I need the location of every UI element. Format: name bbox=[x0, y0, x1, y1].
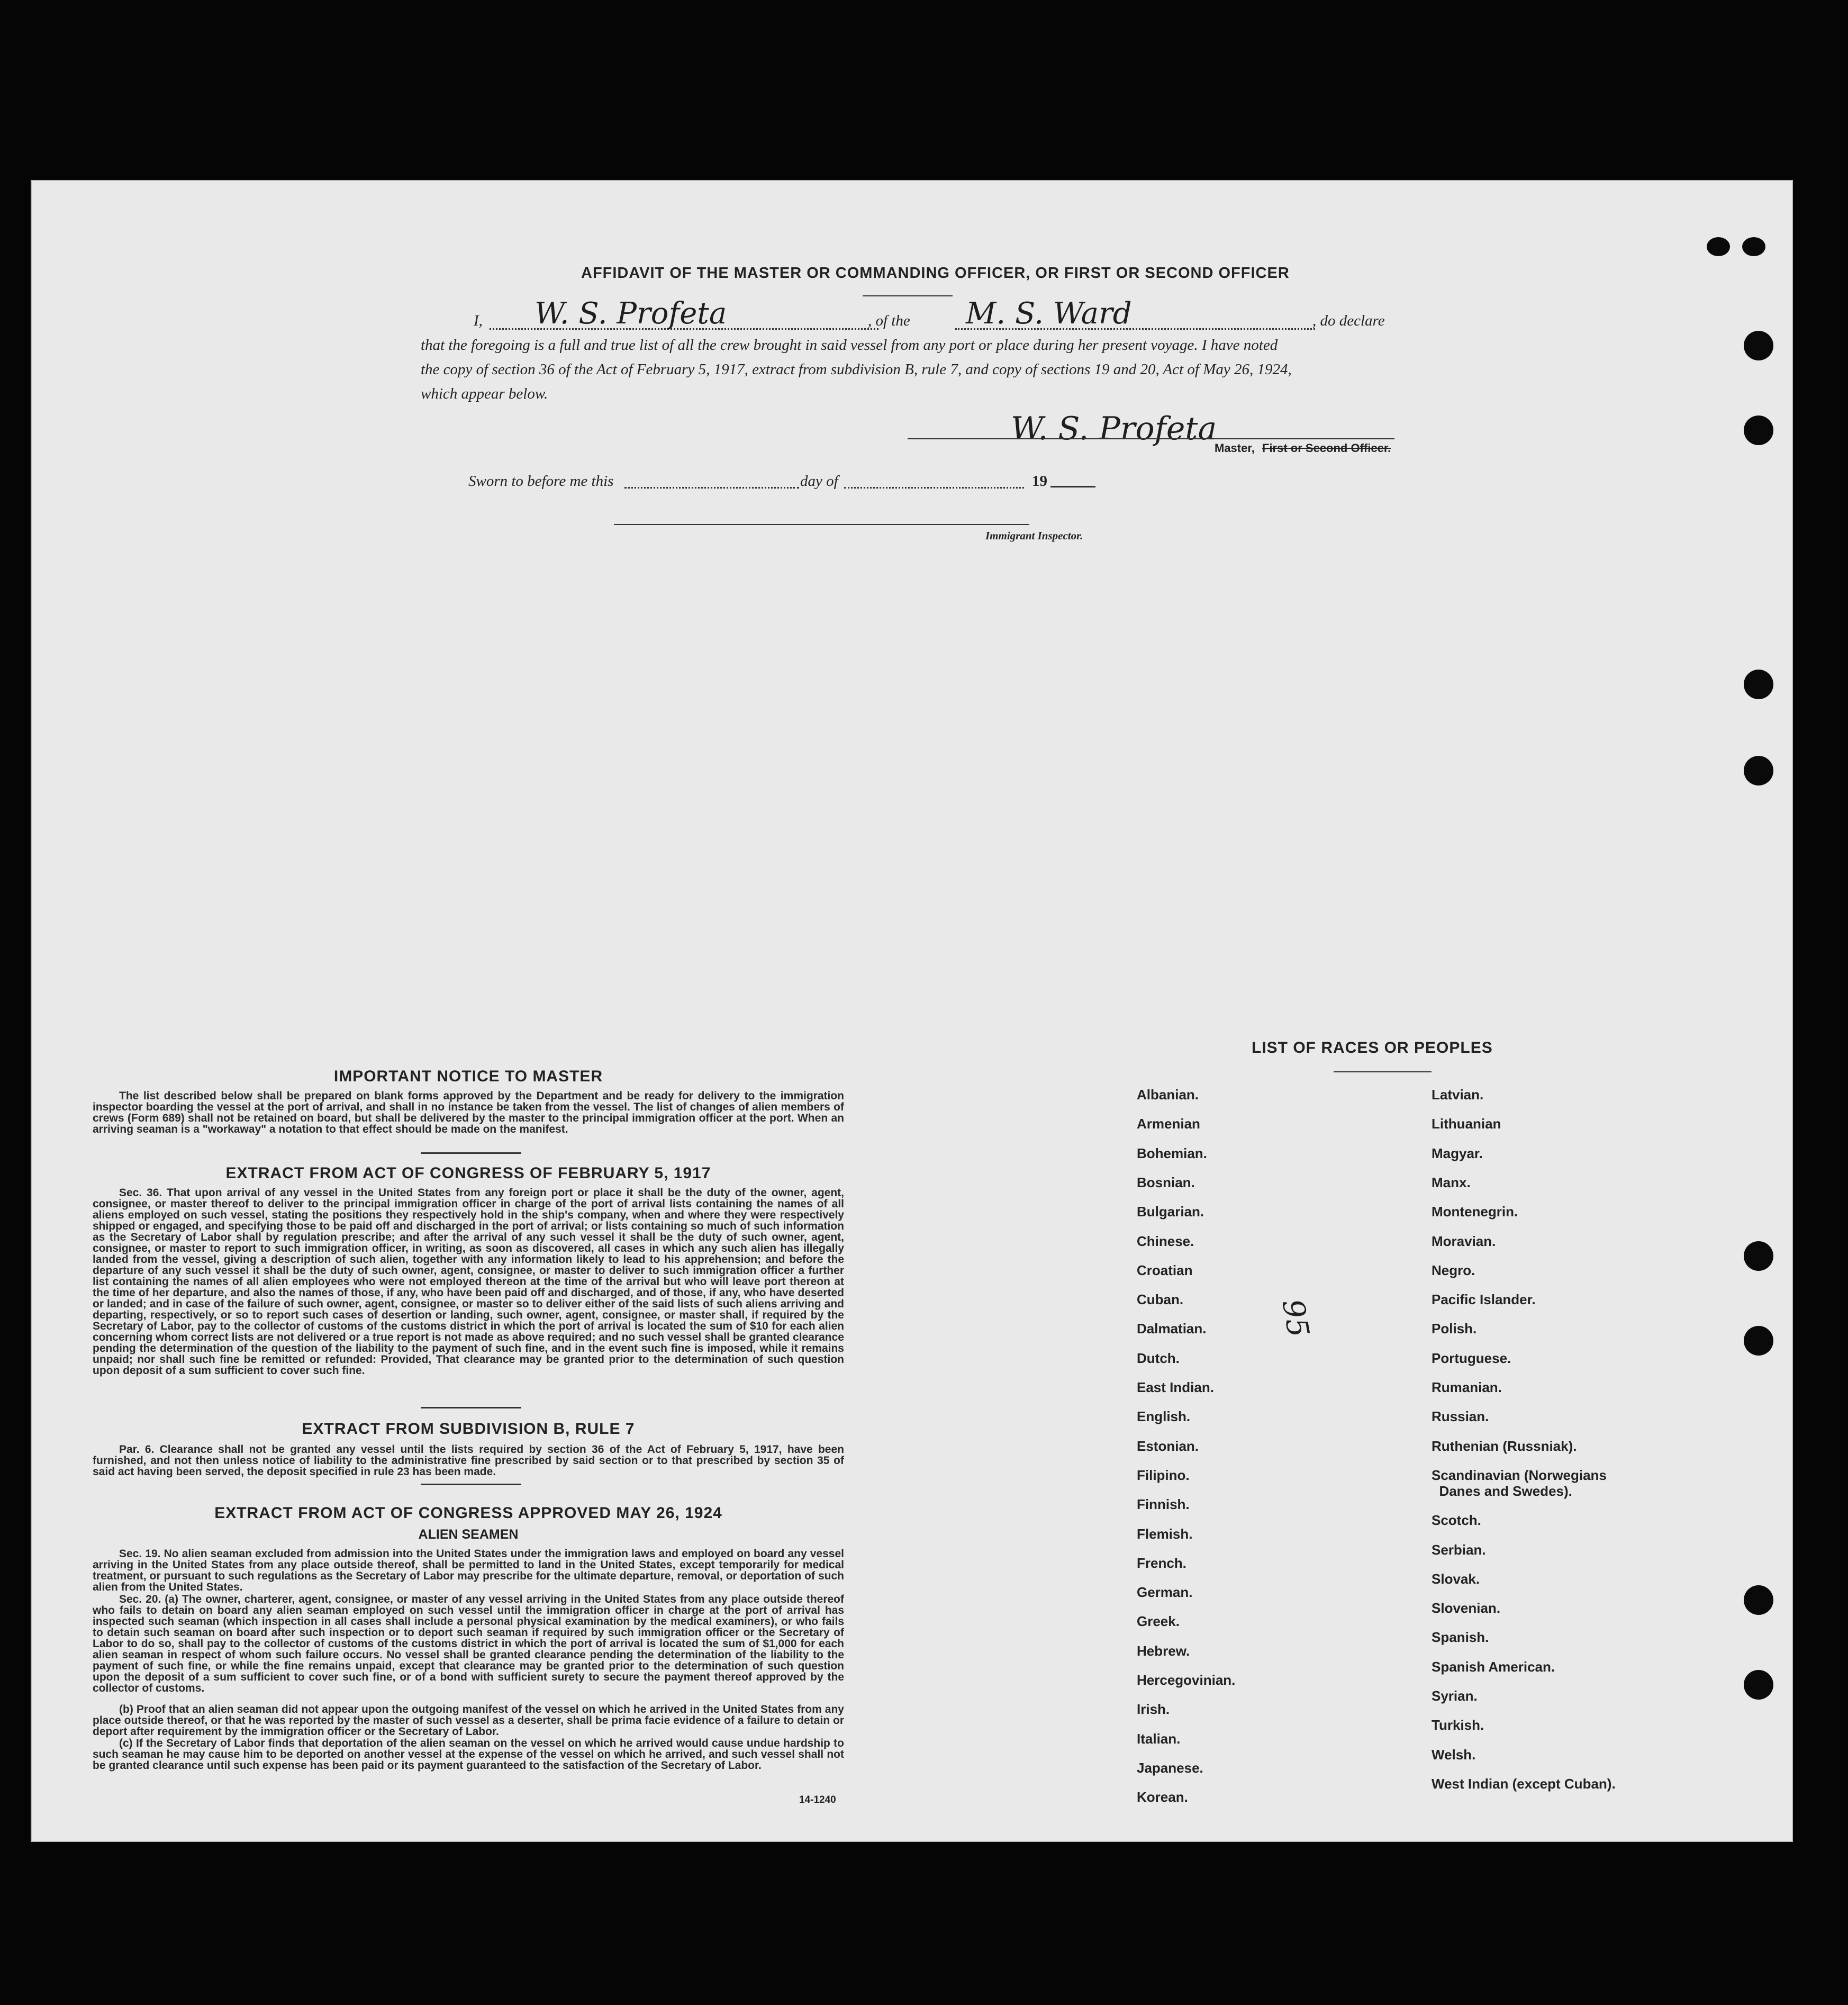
race-item: Dalmatian. bbox=[1137, 1321, 1207, 1337]
race-item: Finnish. bbox=[1137, 1496, 1190, 1513]
race-item: Lithuanian bbox=[1432, 1116, 1501, 1132]
punch-hole bbox=[1744, 1585, 1773, 1615]
race-item: Scotch. bbox=[1432, 1512, 1481, 1529]
inspector-line bbox=[614, 524, 1029, 525]
affidavit-do-declare: , do declare bbox=[1312, 312, 1385, 329]
race-item: Bohemian. bbox=[1137, 1145, 1207, 1161]
race-item: Scandinavian (Norwegians Danes and Swedes). bbox=[1432, 1467, 1607, 1499]
race-item: German. bbox=[1137, 1584, 1193, 1601]
race-item: Montenegrin. bbox=[1432, 1204, 1518, 1220]
document-page bbox=[31, 180, 1793, 1842]
signature-line bbox=[908, 438, 1394, 439]
notice-body: The list described below shall be prepared on blank forms approved by the Department and be ready for delivery to the immigration inspector boarding the vessel at the port of arrival, and shall in no instance be taken from the vessel. The list of changes of alien members of crews (Form 689) shall not be retained on board, but shall be delivered by the master to the principal immigration officer at the port. When an arriving seaman is a "workaway" a notation to that effect should be made on the manifest. bbox=[93, 1090, 844, 1135]
vessel-name: M. S. Ward bbox=[966, 296, 1132, 331]
punch-hole bbox=[1744, 331, 1773, 360]
affidavit-body-line-2: the copy of section 36 of the Act of February 5, 1917, extract from subdivision B, rule 7, and copy of sections 19 and 20, Act of May 26, 1924, bbox=[421, 361, 1292, 378]
year-prefix: 19 bbox=[1032, 473, 1047, 490]
affidavit-body-line-1: that the foregoing is a full and true list of all the crew brought in said vessel from any port or place during her present voyage. I have noted bbox=[421, 337, 1278, 354]
title-rule bbox=[863, 295, 953, 296]
section-divider bbox=[421, 1152, 521, 1154]
race-item: Greek. bbox=[1137, 1613, 1180, 1630]
race-item: Irish. bbox=[1137, 1701, 1170, 1718]
punch-hole bbox=[1744, 1241, 1773, 1271]
race-item: Turkish. bbox=[1432, 1717, 1484, 1733]
race-item: Syrian. bbox=[1432, 1688, 1478, 1704]
races-title: LIST OF RACES OR PEOPLES bbox=[1252, 1039, 1493, 1056]
race-item: Latvian. bbox=[1432, 1087, 1484, 1103]
sec-20b-body: (b) Proof that an alien seaman did not appear upon the outgoing manifest of the vessel on which he arrived in the United States from any place outside thereof, or that he was reported by the master of such vessel as a deserter, shall be prima facie evidence of a failure to detain or deport after requirement by the immigration officer or the Secretary of Labor. bbox=[93, 1703, 844, 1738]
punch-hole bbox=[1707, 237, 1730, 256]
race-item: Hebrew. bbox=[1137, 1642, 1190, 1659]
race-item: Rumanian. bbox=[1432, 1379, 1502, 1395]
race-item: Russian. bbox=[1432, 1408, 1489, 1425]
race-item: Chinese. bbox=[1137, 1233, 1194, 1249]
punch-hole bbox=[1744, 1326, 1773, 1356]
race-item: Flemish. bbox=[1137, 1525, 1193, 1542]
race-item: Slovak. bbox=[1432, 1570, 1480, 1587]
sec-19-body: Sec. 19. No alien seaman excluded from admission into the United States under the immigration laws and employed on board any vessel arriving in the United States from any place outside thereof, shall be permitted to land in the United States, except temporarily for medical treatment, or pursuant to such regulations as the Secretary of Labor may prescribe for the ultimate departure, removal, or deportation of such alien from the United States. bbox=[93, 1548, 844, 1593]
race-item: Manx. bbox=[1432, 1174, 1471, 1190]
handwritten-stamp: 95 bbox=[1275, 1296, 1316, 1340]
day-of-text: day of bbox=[800, 473, 838, 490]
form-number: 14-1240 bbox=[799, 1794, 836, 1805]
sworn-day-line bbox=[624, 487, 799, 489]
year-line bbox=[1050, 486, 1095, 487]
race-item: Estonian. bbox=[1137, 1438, 1199, 1454]
race-item: Japanese. bbox=[1137, 1759, 1203, 1776]
extract-1924-title: EXTRACT FROM ACT OF CONGRESS APPROVED MAY 26, 1924 bbox=[214, 1504, 722, 1522]
alien-seamen-subtitle: ALIEN SEAMEN bbox=[418, 1527, 519, 1542]
race-item: French. bbox=[1137, 1555, 1186, 1571]
race-item: Dutch. bbox=[1137, 1350, 1180, 1366]
race-item: Italian. bbox=[1137, 1730, 1181, 1747]
section-divider bbox=[421, 1407, 521, 1408]
race-item: Spanish. bbox=[1432, 1629, 1489, 1646]
section-divider bbox=[421, 1484, 521, 1485]
race-item: Negro. bbox=[1432, 1262, 1475, 1278]
race-item: Filipino. bbox=[1137, 1467, 1190, 1483]
race-item: Croatian bbox=[1137, 1262, 1193, 1278]
affidavit-title: AFFIDAVIT OF THE MASTER OR COMMANDING OFFICER, OR FIRST OR SECOND OFFICER bbox=[581, 265, 1290, 282]
races-title-rule bbox=[1334, 1071, 1432, 1072]
extract-1917-title: EXTRACT FROM ACT OF CONGRESS OF FEBRUARY 5, 1917 bbox=[225, 1164, 711, 1182]
affidavit-body-line-3: which appear below. bbox=[421, 385, 548, 402]
race-item: Welsh. bbox=[1432, 1746, 1476, 1763]
master-signature: W. S. Profeta bbox=[1011, 410, 1217, 447]
subdivision-body: Par. 6. Clearance shall not be granted any vessel until the lists required by section 36 of the Act of February 5, 1917, have been furnished, and not then unless notice of liability to the administrative fine prescribed by said section or to that prescribed by section 35 of said act having been served, the deposit specified in rule 23 has been made. bbox=[93, 1443, 844, 1478]
struck-officer-label: First or Second Officer. bbox=[1262, 441, 1391, 455]
master-label: Master, bbox=[1215, 441, 1255, 455]
sworn-text: Sworn to before me this bbox=[468, 473, 614, 490]
inspector-label: Immigrant Inspector. bbox=[985, 529, 1083, 542]
sec-20c-body: (c) If the Secretary of Labor finds that deportation of the alien seaman on the vessel on which he arrived would cause undue hardship to such seaman he may cause him to be deported on another vessel at the expense of the vessel on which he arrived, and such vessel shall not be granted clearance until such expense has been paid or its payment guaranteed to the satisfaction of the Secretary of Labor. bbox=[93, 1737, 844, 1772]
race-item: West Indian (except Cuban). bbox=[1432, 1775, 1616, 1792]
affidavit-of-the: , of the bbox=[868, 312, 910, 329]
race-item: Portuguese. bbox=[1432, 1350, 1511, 1366]
race-item: Bosnian. bbox=[1137, 1174, 1195, 1190]
notice-title: IMPORTANT NOTICE TO MASTER bbox=[333, 1068, 603, 1085]
extract-1917-body: Sec. 36. That upon arrival of any vessel in the United States from any foreign port or place it shall be the duty of the owner, agent, consignee, or master thereof to deliver to the principal immigration officer in charge of the port of arrival lists containing the names of all aliens employed on such vessel, stating the positions they respectively hold in the ship's company, when and where they were respectively shipped or engaged, and specifying those to be paid off and discharged in the port of arrival; or lists containing so much of such information as the Secretary of Labor shall by regulation prescribe; and after the arrival of any such vessel it shall be the duty of such owner, agent, consignee, or master to report to such immigration officer, in writing, as soon as discovered, all cases in which any such alien has illegally landed from the vessel, giving a description of such alien, together with any information likely to lead to his apprehension; and before the departure of any such vessel it shall be the duty of such owner, agent, consignee, or master to deliver to such immigration officer a further list containing the names of all alien employees who were not employed thereon at the time of the arrival but who will leave port thereon at the time of her departure, and also the names of those, if any, who have been paid off and discharged, and of those, if any, who have deserted or landed; and in case of the failure of such owner, agent, consignee, or master so to deliver either of the said lists of such aliens arriving and departing, respectively, or so to report such cases of desertion or landing, such owner, agent, consignee, or master shall, if required by the Secretary of Labor, pay to the collector of customs of the customs district in which the port of arrival is located the sum of $10 for each alien concerning whom correct lists are not delivered or a true report is not made as above required; and no such vessel shall be granted clearance pending the determination of the question of the liability to the payment of such fine, and in the event such fine is imposed, while it remains unpaid; nor shall such fine be remitted or refunded: Provided, That clearance may be granted prior to the determination of such question upon deposit of a sum sufficient to cover such fine. bbox=[93, 1187, 844, 1377]
race-item: Magyar. bbox=[1432, 1145, 1483, 1161]
master-name: W. S. Profeta bbox=[535, 296, 727, 331]
affidavit-i: I, bbox=[474, 312, 483, 329]
race-item: Albanian. bbox=[1137, 1087, 1199, 1103]
race-item: Serbian. bbox=[1432, 1541, 1486, 1558]
race-item: Ruthenian (Russniak). bbox=[1432, 1438, 1577, 1454]
punch-hole bbox=[1744, 756, 1773, 785]
race-item: Cuban. bbox=[1137, 1291, 1184, 1308]
punch-hole bbox=[1744, 670, 1773, 699]
race-item: Korean. bbox=[1137, 1789, 1188, 1805]
race-item: Hercegovinian. bbox=[1137, 1672, 1236, 1688]
subdivision-title: EXTRACT FROM SUBDIVISION B, RULE 7 bbox=[302, 1420, 635, 1438]
race-item: Polish. bbox=[1432, 1321, 1477, 1337]
sworn-month-line bbox=[844, 487, 1024, 489]
race-item: Pacific Islander. bbox=[1432, 1291, 1536, 1308]
race-item: Armenian bbox=[1137, 1116, 1200, 1132]
punch-hole bbox=[1744, 416, 1773, 445]
race-item: East Indian. bbox=[1137, 1379, 1214, 1395]
punch-hole bbox=[1744, 1670, 1773, 1700]
race-item: Bulgarian. bbox=[1137, 1204, 1204, 1220]
race-item: Slovenian. bbox=[1432, 1600, 1501, 1616]
punch-hole bbox=[1742, 237, 1765, 256]
race-item: Moravian. bbox=[1432, 1233, 1496, 1249]
race-item: Spanish American. bbox=[1432, 1658, 1555, 1675]
race-item: English. bbox=[1137, 1408, 1191, 1425]
sec-20a-body: Sec. 20. (a) The owner, charterer, agent, consignee, or master of any vessel arriving in the United States from any place outside thereof who fails to detain on board any alien seaman employed on such vessel until the immigration officer in charge at the port of arrival has inspected such seaman (which inspection in all cases shall include a personal physical examination by the medical examiners), or who fails to detain such seaman on board after such inspection or to deport such seaman if required by such immigration officer or the Secretary of Labor to do so, shall pay to the collector of customs of the customs district in which the port of arrival is located the sum of $1,000 for each alien seaman in respect of whom such failure occurs. No vessel shall be granted clearance pending the determination of the liability to the payment of such fine, or while the fine remains unpaid, except that clearance may be granted prior to the determination of such question upon the deposit of a sum sufficient to cover such fine, or of a bond with sufficient surety to secure the payment thereof approved by the collector of customs. bbox=[93, 1593, 844, 1694]
